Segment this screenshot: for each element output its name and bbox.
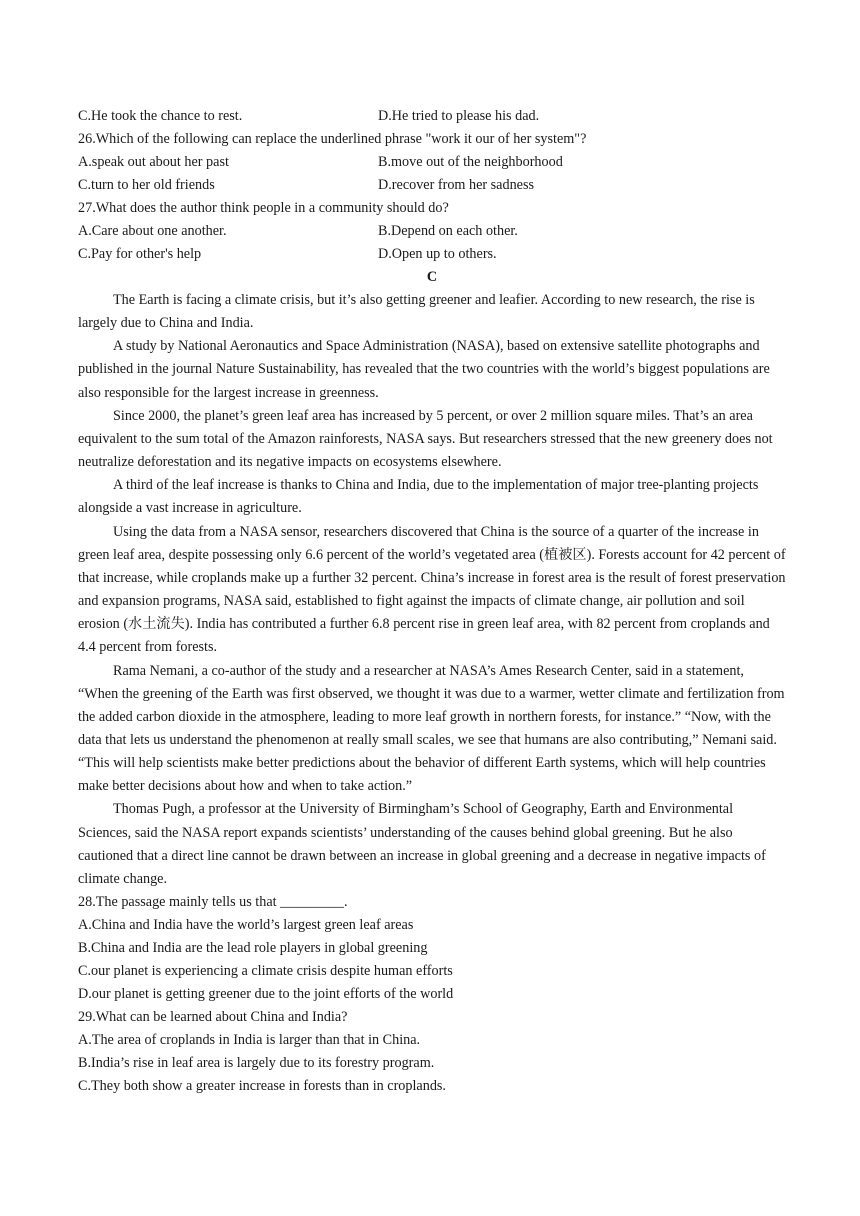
option-row bbox=[78, 105, 786, 128]
option-d: D.Open up to others. bbox=[378, 246, 497, 262]
passage-paragraph: Thomas Pugh, a professor at the University of Birmingham’s School of Geography, Earth and Environmental Sciences, said the NASA report expands scientists’ understanding of the causes behind global greening. But he also cautioned that a direct line cannot be drawn between an increase in global greening and a decrease in negative impacts of climate change. bbox=[78, 801, 766, 887]
option-a: A.China and India have the world’s largest green leaf areas bbox=[78, 917, 414, 934]
question-29-stem: 29.What can be learned about China and India? bbox=[78, 1009, 348, 1026]
option-b: B.China and India are the lead role players in global greening bbox=[78, 940, 428, 957]
option-b: B.Depend on each other. bbox=[378, 223, 518, 239]
option-row bbox=[78, 174, 786, 197]
passage-paragraph: Rama Nemani, a co-author of the study and a researcher at NASA’s Ames Research Center, said in a statement, “When the greening of the Earth was first observed, we thought it was due to a warmer, wetter climate and fertilization from the added carbon dioxide in the atmosphere, leading to more leaf growth in northern forests, for instance.” “Now, with the data that lets us understand the phenomenon at really small scales, we see that humans are also contributing,” Nemani said. “This will help scientists make better predictions about the behavior of different Earth systems, which will help countries make better decisions about how and when to take action.” bbox=[78, 662, 785, 795]
option-a: A.speak out about her past bbox=[78, 154, 229, 170]
passage-paragraph: Since 2000, the planet’s green leaf area has increased by 5 percent, or over 2 million square miles. That’s an area equivalent to the sum total of the Amazon rainforests, NASA says. But researchers stressed that the new greenery does not neutralize deforestation and its negative impacts on ecosystems elsewhere. bbox=[78, 407, 773, 471]
option-c: C.turn to her old friends bbox=[78, 177, 215, 193]
question-26-stem: 26.Which of the following can replace the underlined phrase "work it our of her system"? bbox=[78, 131, 587, 147]
option-d: D.recover from her sadness bbox=[378, 177, 535, 193]
option-a: A.Care about one another. bbox=[78, 223, 227, 239]
option-c: C.our planet is experiencing a climate crisis despite human efforts bbox=[78, 963, 453, 980]
option-c: C.They both show a greater increase in forests than in croplands. bbox=[78, 1078, 446, 1095]
option-row bbox=[78, 243, 786, 266]
passage-paragraph: A study by National Aeronautics and Space Administration (NASA), based on extensive satellite photographs and published in the journal Nature Sustainability, has revealed that the two countries with the world’s biggest populations are also responsible for the largest increase in greenness. bbox=[78, 338, 770, 401]
option-b: B.India’s rise in leaf area is largely due to its forestry program. bbox=[78, 1055, 435, 1072]
option-c: C.He took the chance to rest. bbox=[78, 108, 243, 124]
section-heading: C bbox=[426, 269, 438, 285]
passage-paragraph: A third of the leaf increase is thanks to China and India, due to the implementation of major tree-planting projects alongside a vast increase in agriculture. bbox=[78, 477, 759, 517]
passage-paragraph: The Earth is facing a climate crisis, but it’s also getting greener and leafier. According to new research, the rise is largely due to China and India. bbox=[78, 292, 755, 332]
option-d: D.He tried to please his dad. bbox=[378, 108, 540, 124]
question-28-stem: 28.The passage mainly tells us that _________. bbox=[78, 894, 348, 911]
option-d: D.our planet is getting greener due to the joint efforts of the world bbox=[78, 986, 454, 1003]
option-a: A.The area of croplands in India is larger than that in China. bbox=[78, 1032, 421, 1049]
exam-page bbox=[78, 105, 786, 1098]
question-27-stem: 27.What does the author think people in a community should do? bbox=[78, 200, 449, 216]
option-b: B.move out of the neighborhood bbox=[378, 154, 563, 170]
option-c: C.Pay for other's help bbox=[78, 246, 202, 262]
option-row bbox=[78, 220, 786, 243]
option-row bbox=[78, 151, 786, 174]
passage-paragraph: Using the data from a NASA sensor, researchers discovered that China is the source of a quarter of the increase in green leaf area, despite possessing only 6.6 percent of the world’s vegetated area (植被区). Forests account for 42 percent of that increase, while croplands make up a further 32 percent. China’s increase in forest area is the result of forest preservation and expansion programs, NASA said, established to fight against the impacts of climate change, air pollution and soil erosion (水土流失). India has contributed a further 6.8 percent rise in green leaf area, with 82 percent from croplands and 4.4 percent from forests. bbox=[78, 523, 786, 656]
